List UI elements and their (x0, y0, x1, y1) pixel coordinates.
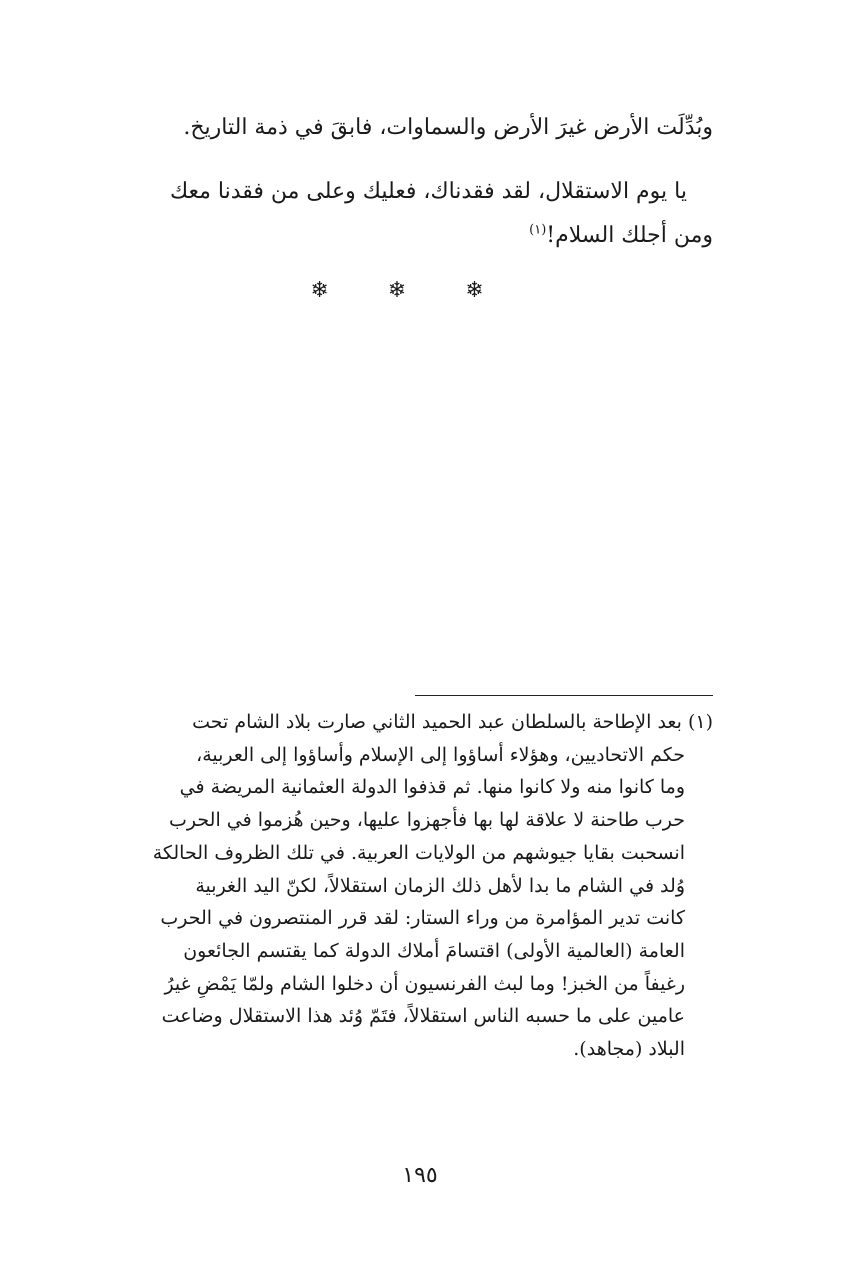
footnote-line: رغيفاً من الخبز! وما لبث الفرنسيون أن دخلوا الشام ولمّا يَمْضِ غيرُ (164, 972, 685, 995)
footnote-marker: (١) (687, 711, 713, 733)
footnote-reference: (١) (529, 222, 547, 238)
footnote-line: عامين على ما حسبه الناس استقلالاً، فتَمّ وُئد هذا الاستقلال وضاعت (161, 1005, 685, 1028)
paragraph-1-line-1: وبُدِّلَت الأرض غيرَ الأرض والسماوات، فابقَ في ذمة التاريخ. (183, 115, 713, 140)
paragraph-2-line-2 (123, 214, 713, 258)
footnote-line: حرب طاحنة لا علاقة لها بها فأجهزوا عليها، وحين هُزموا في الحرب (169, 809, 685, 832)
footnote-line-text: بعد الإطاحة بالسلطان عبد الحميد الثاني صارت بلاد الشام تحت (192, 711, 682, 733)
footnote-1 (123, 706, 713, 1066)
footnote-line: وُلد في الشام ما بدا لأهل ذلك الزمان استقلالاً، لكنّ اليد الغربية (195, 874, 685, 897)
paragraph-2-line-1: يا يوم الاستقلال، لقد فقدناك، فعليك وعلى من فقدنا معك (169, 179, 687, 204)
footnote-line: وما كانوا منه ولا كانوا منها. ثم قذفوا الدولة العثمانية المريضة في (179, 776, 685, 799)
section-separator-stars: ❄ ❄ ❄ (310, 278, 510, 303)
footnote-line: حكم الاتحاديين، وهؤلاء أساؤوا إلى الإسلام وأساؤوا إلى العربية، (196, 743, 685, 766)
footnote-line (123, 706, 713, 739)
paragraph-1 (123, 106, 713, 150)
footnote-divider (415, 695, 713, 696)
paragraph-2 (123, 170, 713, 258)
footnote-line: انسحبت بقايا جيوشهم من الولايات العربية. في تلك الظروف الحالكة (152, 841, 685, 864)
paragraph-2-line-2-text: ومن أجلك السلام! (546, 223, 713, 248)
footnote-line: كانت تدير المؤامرة من وراء الستار: لقد قرر المنتصرون في الحرب (160, 907, 685, 930)
page-number: ١٩٥ (402, 1163, 438, 1188)
footnote-line: البلاد (مجاهد). (573, 1038, 685, 1061)
footnote-line: العامة (العالمية الأولى) اقتسامَ أملاك الدولة كما يقتسم الجائعون (183, 939, 685, 962)
